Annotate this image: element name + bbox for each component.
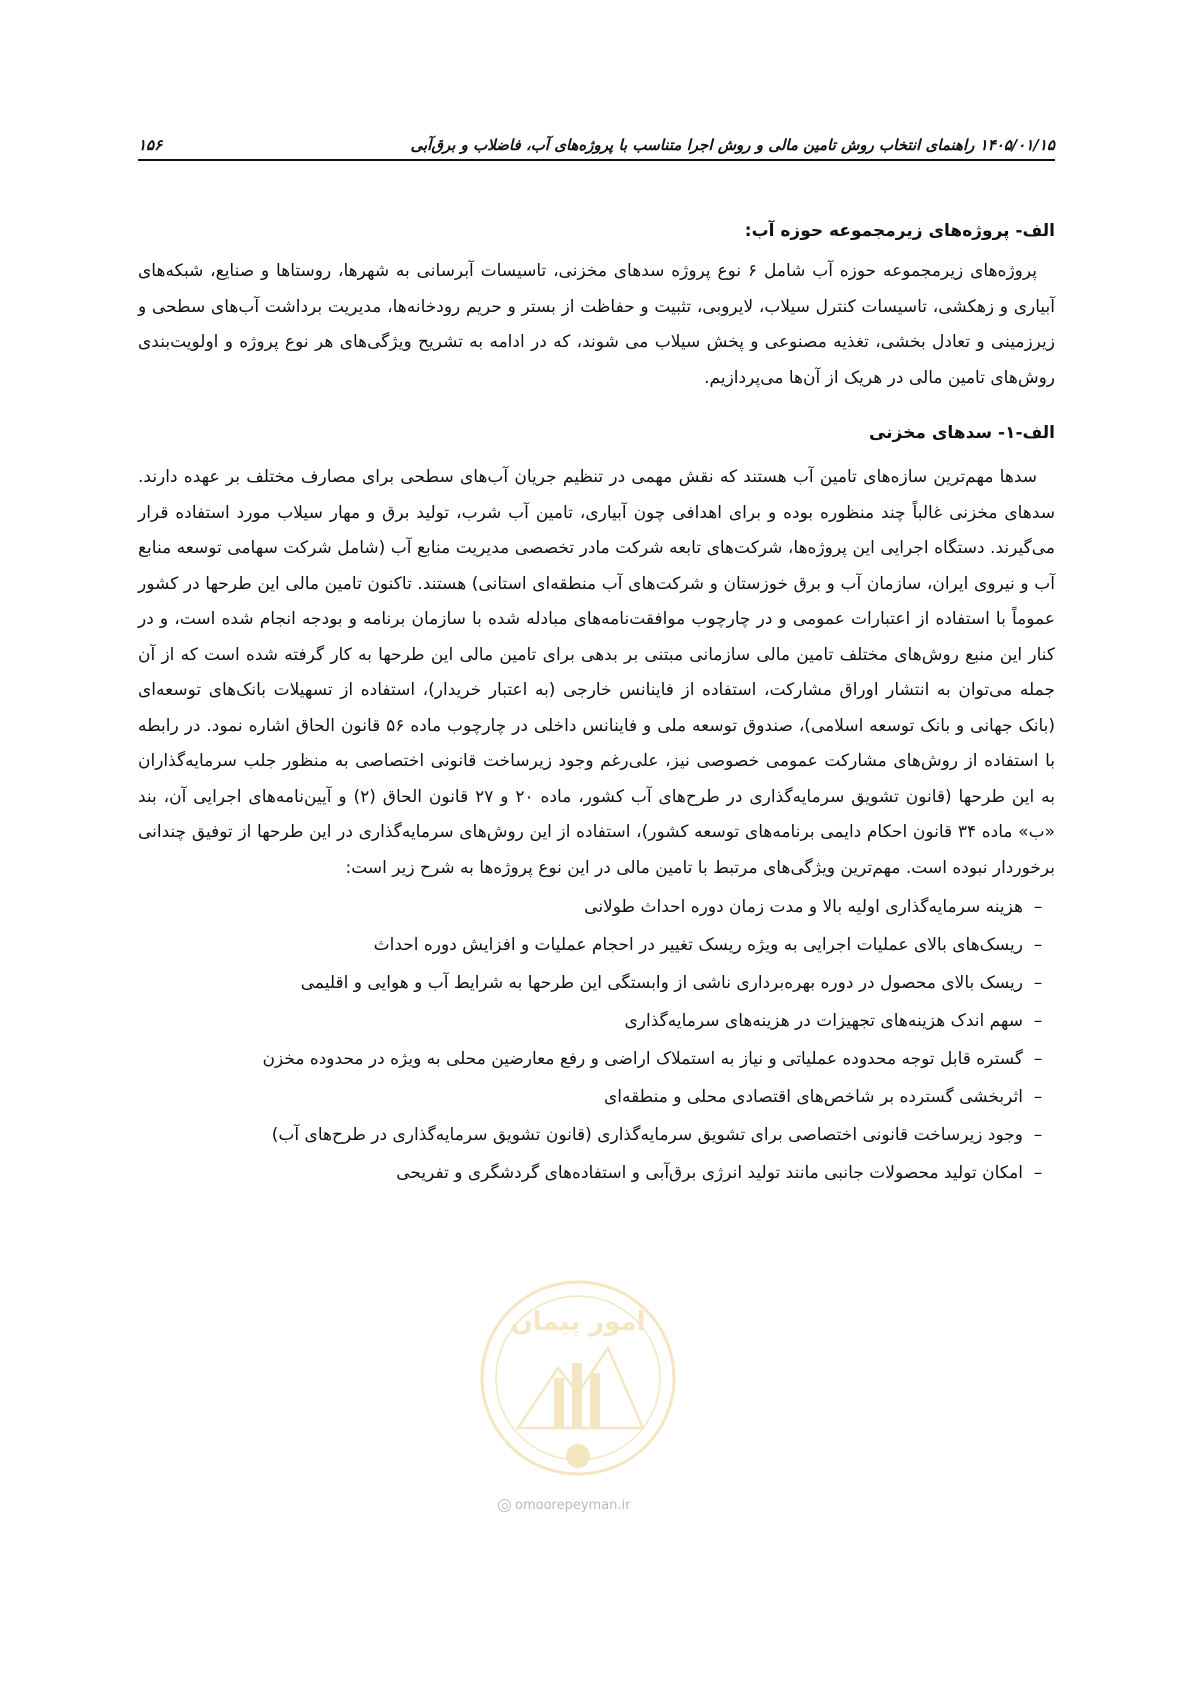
dash-bullet: – — [1033, 897, 1043, 917]
watermark-logo-text: امور پیمان — [510, 1307, 646, 1337]
paragraph-reservoir-dams: سدها مهم‌ترین سازه‌های تامین آب هستند که نقش مهمی در تنظیم جریان آب‌های سطحی برای مصارف مختلف بر عهده دارند. سدهای مخزنی غالباً چند منظوره بوده و برای اهدافی چون آبیاری، تامین آب شرب، تولید برق و مهار سیلاب مورد استفاده قرار می‌گیرند. دستگاه اجرایی این پروژه‌ها، شرکت‌های تابعه شرکت مادر تخصصی مدیریت منابع آب (شامل شرکت سهامی توسعه منابع آب و نیروی ایران، سازمان آب و برق خوزستان و شرکت‌های آب منطقه‌ای استانی) هستند. تاکنون تامین مالی این طرحها در کشور عموماً با استفاده از اعتبارات عمومی و در چارچوب موافقت‌نامه‌های مبادله شده با سازمان برنامه و بودجه انجام شده است، و در کنار این منبع روش‌های مختلف تامین مالی سازمانی مبتنی بر بدهی برای تامین مالی این طرحها به کار گرفته شده است که از آن جمله می‌توان به انتشار اوراق مشارکت، استفاده از فاینانس خارجی (به اعتبار خریدار)، استفاده از تسهیلات بانک‌های توسعه‌ای (بانک جهانی و بانک توسعه اسلامی)، صندوق توسعه ملی و فاینانس داخلی در چارچوب ماده ۵۶ قانون الحاق اشاره نمود. در رابطه با استفاده از روش‌های مشارکت عمومی خصوصی نیز، علی‌رغم وجود زیرساخت قانونی اختصاصی به منظور جلب سرمایه‌گذاران به این طرحها (قانون تشویق سرمایه‌گذاری در طرح‌های آب کشور، ماده ۲۰ و ۲۷ قانون الحاق (۲) و آیین‌نامه‌های اجرایی آن، بند «ب» ماده ۳۴ قانون احکام دایمی برنامه‌های توسعه کشور)، استفاده از این روش‌های سرمایه‌گذاری در این طرحها از توفیق چندانی برخوردار نبوده است. مهم‌ترین ویژگی‌های مرتبط با تامین مالی در این نوع پروژه‌ها به شرح زیر است: — [138, 467, 1055, 878]
list-item: – امکان تولید محصولات جانبی مانند تولید انرژی برق‌آبی و استفاده‌های گردشگری و تفریحی — [138, 1154, 1055, 1192]
header-rule — [138, 159, 1055, 161]
dash-bullet: – — [1033, 1163, 1043, 1183]
list-item: – ریسک بالای محصول در دوره بهره‌برداری ناشی از وابستگی این طرحها به شرایط آب و هوایی و اقلیمی — [138, 964, 1055, 1002]
dash-bullet: – — [1033, 1049, 1043, 1069]
list-item: – وجود زیرساخت قانونی اختصاصی برای تشویق سرمایه‌گذاری (قانون تشویق سرمایه‌گذاری در طرح‌های آب) — [138, 1116, 1055, 1154]
watermark-url — [498, 1498, 630, 1513]
dash-bullet: – — [1033, 1011, 1043, 1031]
list-item: – سهم اندک هزینه‌های تجهیزات در هزینه‌های سرمایه‌گذاری — [138, 1002, 1055, 1040]
main-content — [138, 196, 1055, 1192]
list-item: – اثربخشی گسترده بر شاخص‌های اقتصادی محلی و منطقه‌ای — [138, 1078, 1055, 1116]
feature-list — [138, 888, 1055, 1192]
section-heading-alef: الف- پروژه‌های زیرمجموعه حوزه آب: — [744, 221, 1055, 241]
dash-bullet: – — [1033, 935, 1043, 955]
watermark-logo — [458, 1258, 698, 1498]
list-item: – ریسک‌های بالای عملیات اجرایی به ویژه ریسک تغییر در احجام عملیات و افزایش دوره احداث — [138, 926, 1055, 964]
watermark-url-text: omoorepeyman.ir — [515, 1498, 631, 1513]
at-icon — [498, 1499, 511, 1512]
section-heading-alef-1: الف-۱- سدهای مخزنی — [868, 423, 1055, 443]
page-number: ۱۵۶ — [138, 136, 163, 154]
list-item: – هزینه سرمایه‌گذاری اولیه بالا و مدت زمان دوره احداث طولانی — [138, 888, 1055, 926]
paragraph-water-projects: پروژه‌های زیرمجموعه حوزه آب شامل ۶ نوع پروژه سدهای مخزنی، تاسیسات آبرسانی به شهرها، روستاها و صنایع، شبکه‌های آبیاری و زهکشی، تاسیسات کنترل سیلاب، لایروبی، تثبیت و حفاظت از بستر و حریم رودخانه‌ها، مدیریت برداشت آب‌های سطحی و زیرزمینی و تعادل بخشی، تغذیه مصنوعی و پخش سیلاب می شوند، که در ادامه به تشریح ویژگی‌های هر نوع پروژه و اولویت‌بندی روش‌های تامین مالی در هریک از آن‌ها می‌پردازیم. — [138, 261, 1055, 388]
dash-bullet: – — [1033, 1125, 1043, 1145]
running-title: ۱۴۰۵/۰۱/۱۵ راهنمای انتخاب روش تامین مالی و روش اجرا متناسب با پروژه‌های آب، فاضلاب و برق‌آبی — [410, 136, 1055, 154]
running-header — [138, 126, 1055, 154]
list-item: – گستره قابل توجه محدوده عملیاتی و نیاز به استملاک اراضی و رفع معارضین محلی به ویژه در محدوده مخزن — [138, 1040, 1055, 1078]
dash-bullet: – — [1033, 973, 1043, 993]
dash-bullet: – — [1033, 1087, 1043, 1107]
